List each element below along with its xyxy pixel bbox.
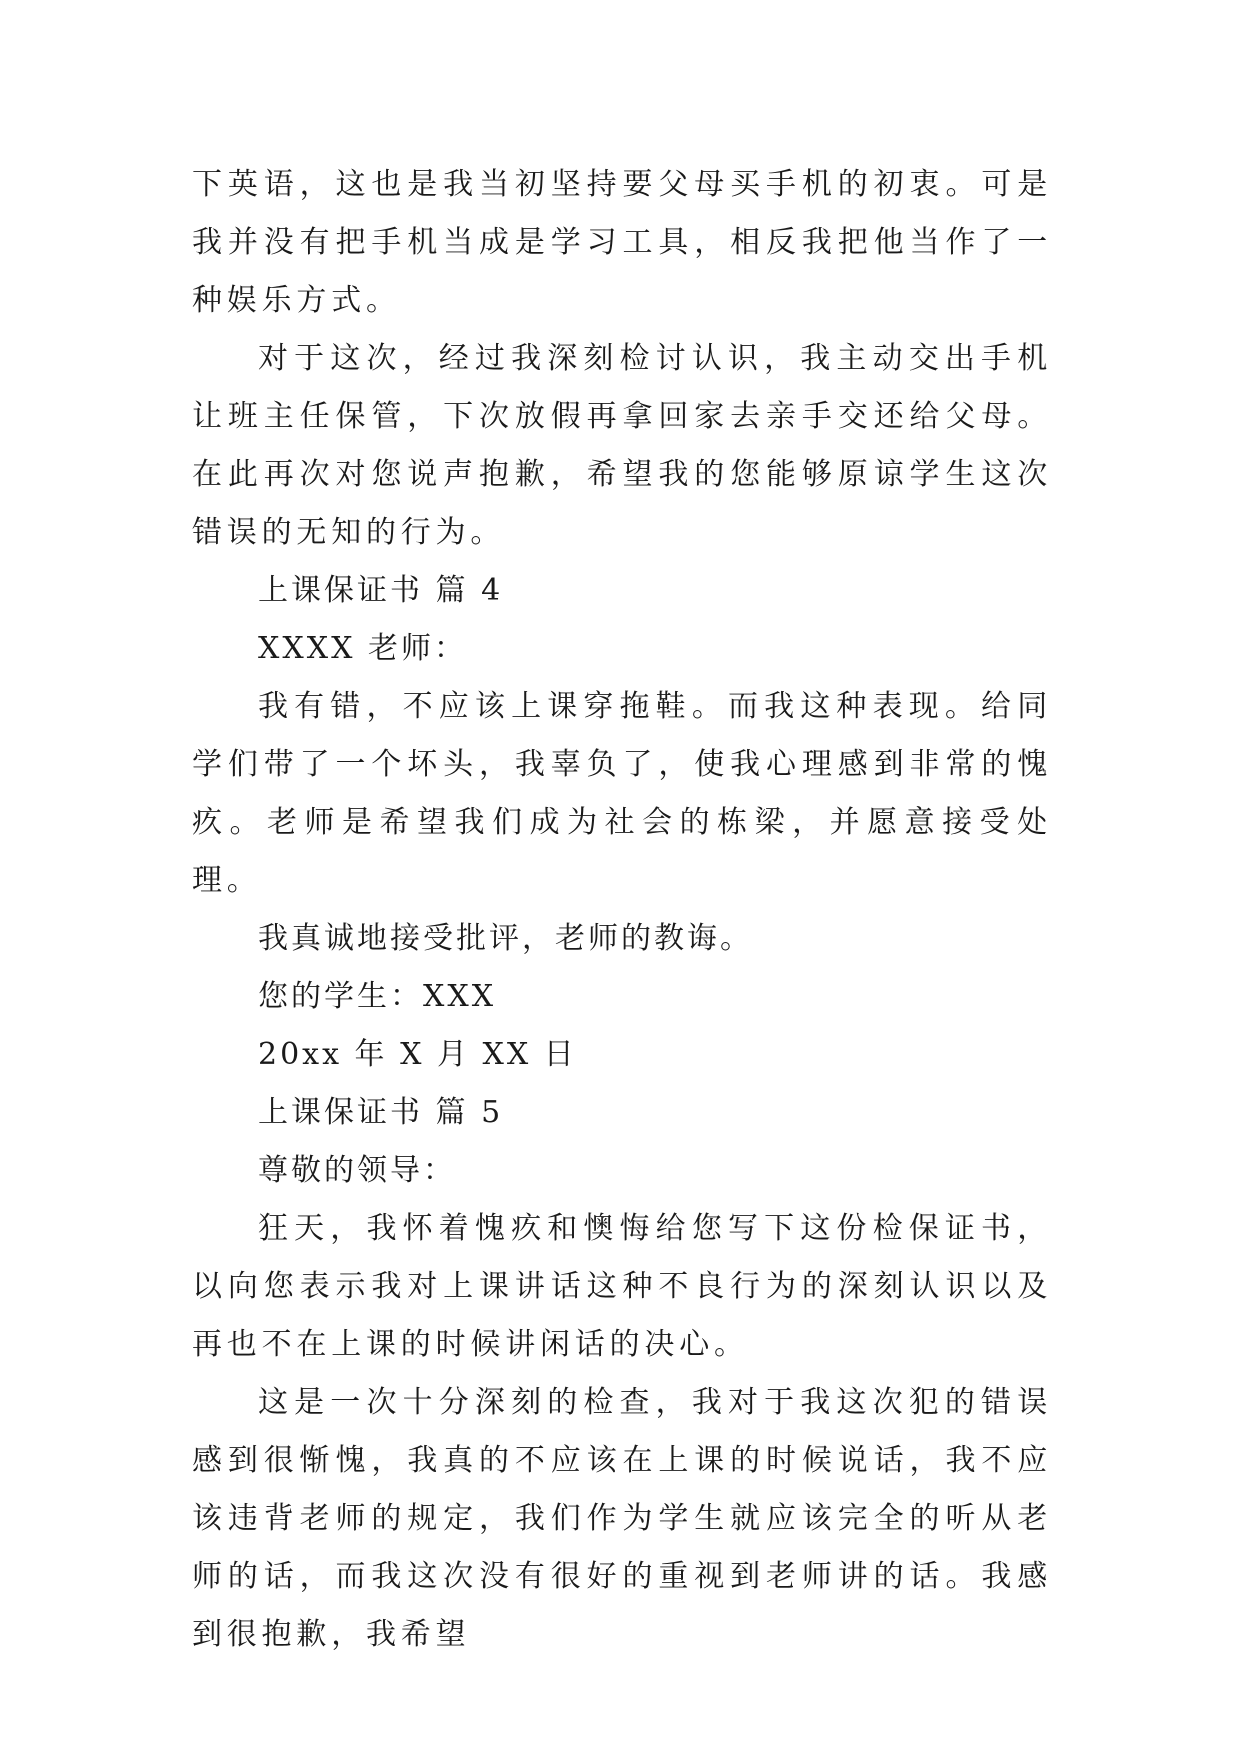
paragraph-slippers-apology: 我有错，不应该上课穿拖鞋。而我这种表现。给同学们带了一个坏头，我辜负了，使我心理感到非常的愧疚。老师是希望我们成为社会的栋梁，并愿意接受处理。 — [192, 689, 1052, 898]
paragraph-phone-handover: 对于这次，经过我深刻检讨认识，我主动交出手机让班主任保管，下次放假再拿回家去亲手交还给父母。在此再次对您说声抱歉，希望我的您能够原谅学生这次错误的无知的行为。 — [192, 341, 1052, 550]
paragraph-accept-criticism: 我真诚地接受批评，老师的教诲。 — [258, 921, 753, 956]
paragraph-deep-inspection: 这是一次十分深刻的检查，我对于我这次犯的错误感到很惭愧，我真的不应该在上课的时候说话，我不应该违背老师的规定，我们作为学生就应该完全的听从老师的话，而我这次没有很好的重视到老师讲的话。我感到很抱歉，我希望 — [192, 1385, 1052, 1652]
section-heading-4: 上课保证书 篇 4 — [258, 573, 504, 608]
paragraph-intro-continued: 下英语，这也是我当初坚持要父母买手机的初衷。可是我并没有把手机当成是学习工具，相反我把他当作了一种娱乐方式。 — [192, 167, 1052, 318]
salutation-teacher: XXXX 老师： — [258, 631, 467, 666]
salutation-leader: 尊敬的领导： — [258, 1153, 456, 1188]
signature-student: 您的学生：XXX — [258, 979, 497, 1014]
signature-date: 20xx 年 X 月 XX 日 — [258, 1037, 577, 1072]
section-heading-5: 上课保证书 篇 5 — [258, 1095, 504, 1130]
document-body — [192, 156, 1052, 1664]
paragraph-talking-apology: 狂天，我怀着愧疚和懊悔给您写下这份检保证书，以向您表示我对上课讲话这种不良行为的深刻认识以及再也不在上课的时候讲闲话的决心。 — [192, 1211, 1052, 1362]
